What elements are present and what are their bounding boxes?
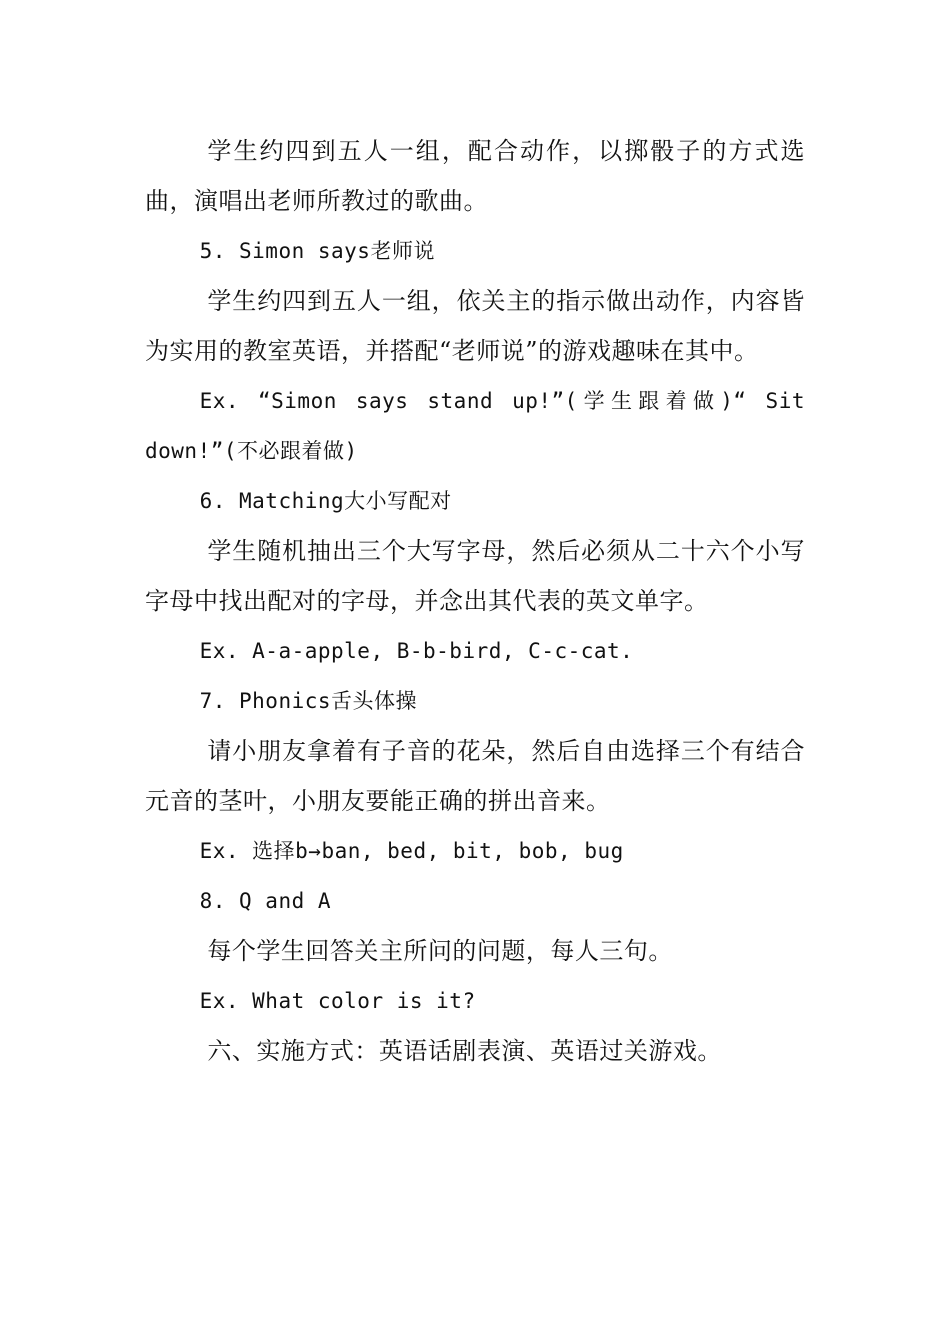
heading-phonics: 7. Phonics舌头体操 — [199, 689, 418, 713]
heading-q-and-a: 8. Q and A — [199, 889, 332, 913]
example-phonics: Ex. 选择b→ban, bed, bit, bob, bug — [199, 839, 624, 863]
section-implementation: 六、实施方式：英语话剧表演、英语过关游戏。 — [207, 1037, 722, 1065]
example-simon-says: Ex. “Simon says stand up!”(学生跟着做)“ Sit down!”(不必跟着做) — [145, 389, 805, 463]
heading-simon-says: 5. Simon says老师说 — [199, 239, 435, 263]
heading-matching: 6. Matching大小写配对 — [199, 489, 452, 513]
paragraph-q-and-a: 每个学生回答关主所问的问题，每人三句。 — [207, 937, 673, 965]
paragraph-matching: 学生随机抽出三个大写字母，然后必须从二十六个小写字母中找出配对的字母，并念出其代表的英文单字。 — [145, 537, 805, 615]
document-body — [145, 126, 805, 1076]
example-matching: Ex. A-a-apple, B-b-bird, C-c-cat. — [199, 639, 634, 663]
paragraph-dice-song: 学生约四到五人一组，配合动作，以掷骰子的方式选曲，演唱出老师所教过的歌曲。 — [145, 137, 805, 215]
paragraph-simon-says: 学生约四到五人一组，依关主的指示做出动作，内容皆为实用的教室英语，并搭配“老师说”的游戏趣味在其中。 — [145, 287, 805, 365]
paragraph-phonics: 请小朋友拿着有子音的花朵，然后自由选择三个有结合元音的茎叶，小朋友要能正确的拼出音来。 — [145, 737, 805, 815]
example-q-and-a: Ex. What color is it? — [199, 989, 476, 1013]
